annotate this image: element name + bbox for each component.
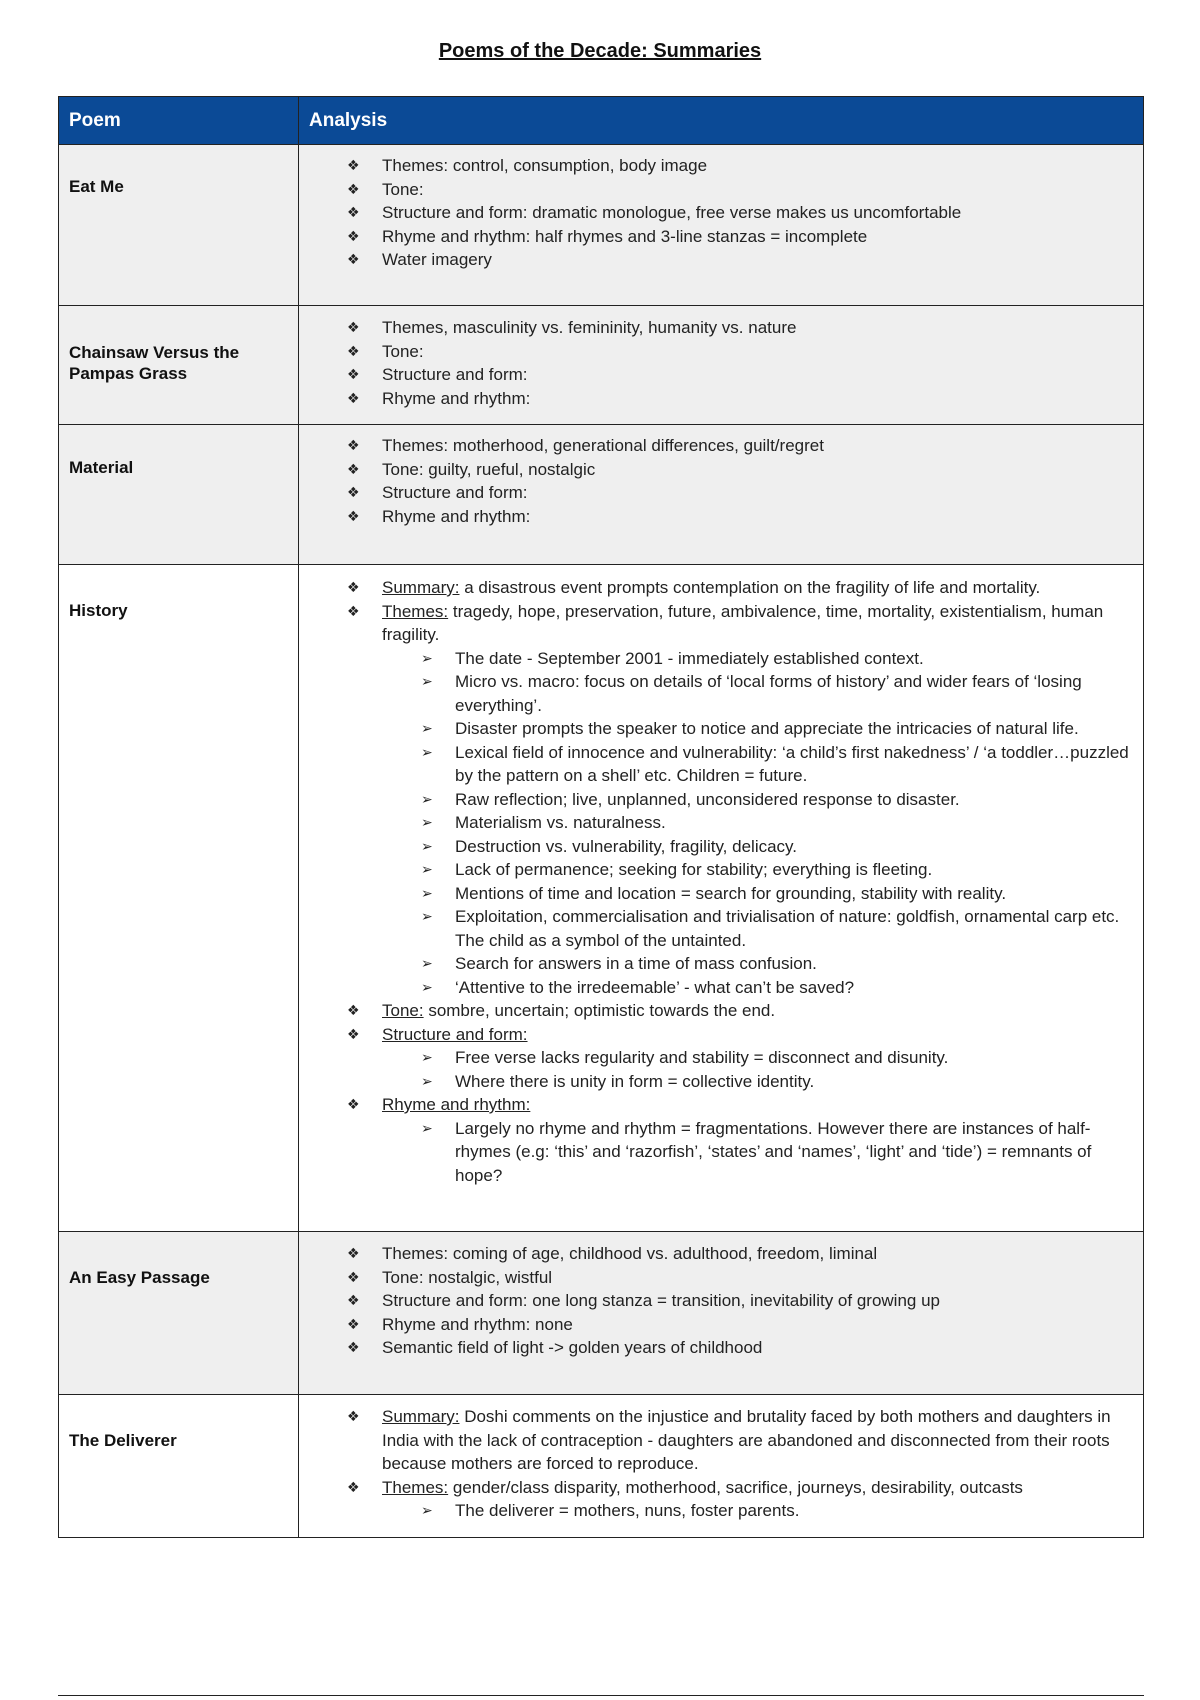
poem-cell [59,565,299,1232]
list-item: ❖ Rhyme and rhythm: half rhymes and 3-line stanzas = incomplete [382,225,1133,249]
list-item [382,600,1133,1000]
summary-label: Summary: [382,578,460,597]
poem-title-line: Chainsaw Versus the [69,343,240,362]
poem-cell [59,425,299,565]
themes-label: Themes: [382,1477,449,1497]
sub-list-item: ➢ Search for answers in a time of mass confusion. [455,952,1133,976]
list-item: ❖ Structure and form: [382,481,1133,505]
summary-text: a disastrous event prompts contemplation on the fragility of life and mortality. [459,578,1041,597]
sub-list-item: ➢ Raw reflection; live, unplanned, unconsidered response to disaster. [455,788,1133,812]
list-item: ❖ Rhyme and rhythm: none [382,1313,1133,1337]
analysis-cell [299,565,1144,1232]
list-item: ❖ Themes: coming of age, childhood vs. adulthood, freedom, liminal [382,1242,1133,1266]
list-item: ❖ Themes: motherhood, generational differences, guilt/regret [382,434,1133,458]
sub-bullet-list [382,1499,1133,1523]
analysis-cell [299,1232,1144,1395]
sub-list-item: ➢ Destruction vs. vulnerability, fragility, delicacy. [455,835,1133,859]
document-title: Poems of the Decade: Summaries [438,40,762,62]
table-row [59,565,1144,1232]
list-item [382,1093,1133,1187]
summary-label: Summary: [382,1407,460,1426]
list-item: ❖ Semantic field of light -> golden years of childhood [382,1336,1133,1360]
sub-list-item: ➢ The deliverer = mothers, nuns, foster parents. [455,1499,1133,1523]
table-row [59,1395,1144,1538]
bullet-list [299,434,1133,528]
list-item [382,576,1133,600]
tone-label: Tone: [382,1001,424,1020]
list-item: ❖ Structure and form: dramatic monologue, free verse makes us uncomfortable [382,201,1133,225]
list-item: ❖ Tone: guilty, rueful, nostalgic [382,458,1133,482]
themes-text: gender/class disparity, motherhood, sacrifice, journeys, desirability, outcasts [448,1477,1023,1497]
list-item: ❖ Themes, masculinity vs. femininity, humanity vs. nature [382,316,1133,340]
sub-list-item: ➢ Where there is unity in form = collective identity. [455,1070,1133,1094]
list-item: ❖ Structure and form: [382,363,1133,387]
bullet-list [299,1405,1133,1523]
sub-list-item: ➢ The date - September 2001 - immediately established context. [455,647,1133,671]
sub-list-item: ➢ Exploitation, commercialisation and trivialisation of nature: goldfish, ornamental carp etc. The child as a symbol of the untainted. [455,905,1133,952]
list-item: ❖ Water imagery [382,248,1133,272]
analysis-cell [299,145,1144,306]
list-item: ❖ Tone: nostalgic, wistful [382,1266,1133,1290]
poem-cell [59,1232,299,1395]
table-row [59,1232,1144,1395]
sub-list-item: ➢ Materialism vs. naturalness. [455,811,1133,835]
themes-label: Themes: [382,601,449,621]
table-row [59,425,1144,565]
bullet-list [299,316,1133,410]
bullet-list [299,1242,1133,1360]
poem-title: History [69,601,128,620]
summary-text: Doshi comments on the injustice and brutality faced by both mothers and daughters in India with the lack of contraception - daughters are abandoned and disconnected from their roots because mothers are forced to reproduce. [382,1407,1111,1473]
analysis-column-header: Analysis [299,97,1144,145]
tone-text: sombre, uncertain; optimistic towards the end. [423,1001,776,1020]
poem-cell [59,306,299,425]
list-item [382,999,1133,1023]
footer-divider [58,1695,1144,1696]
sub-bullet-list [382,647,1133,1000]
sub-list-item: ➢ Largely no rhyme and rhythm = fragmentations. However there are instances of half-rhymes (e.g: ‘this’ and ‘razorfish’, ‘states’ and ‘names’, ‘light’ and ‘tide’) = remnants of hope? [455,1117,1133,1188]
themes-text: tragedy, hope, preservation, future, ambivalence, time, mortality, existentialism, human fragility. [382,601,1104,644]
list-item: ❖ Tone: [382,340,1133,364]
list-item: ❖ Rhyme and rhythm: [382,505,1133,529]
sub-list-item: ➢ Lexical field of innocence and vulnerability: ‘a child’s first nakedness’ / ‘a toddler…puzzled by the pattern on a shell’ etc. Children = future. [455,741,1133,788]
sub-list-item: ➢ Free verse lacks regularity and stability = disconnect and disunity. [455,1046,1133,1070]
list-item: ❖ Tone: [382,178,1133,202]
list-item [382,1023,1133,1094]
list-item: ❖ Structure and form: one long stanza = transition, inevitability of growing up [382,1289,1133,1313]
table-row [59,306,1144,425]
bullet-list [299,576,1133,1187]
poem-title: An Easy Passage [69,1268,210,1287]
poem-title-line: Pampas Grass [69,364,188,383]
analysis-cell [299,425,1144,565]
structure-label: Structure and form: [382,1024,528,1044]
list-item [382,1405,1133,1476]
bullet-list [299,154,1133,272]
summary-table [58,96,1144,1538]
poem-title: Eat Me [69,177,124,196]
poem-title [69,306,288,384]
sub-list-item: ➢ Mentions of time and location = search for grounding, stability with reality. [455,882,1133,906]
poem-cell [59,145,299,306]
sub-bullet-list [382,1046,1133,1093]
table-header-row [59,97,1144,145]
analysis-cell [299,306,1144,425]
sub-list-item: ➢ Disaster prompts the speaker to notice and appreciate the intricacies of natural life. [455,717,1133,741]
rhyme-label: Rhyme and rhythm: [382,1095,531,1114]
sub-list-item: ➢ Micro vs. macro: focus on details of ‘local forms of history’ and wider fears of ‘losing everything’. [455,670,1133,717]
sub-list-item: ➢ ‘Attentive to the irredeemable’ - what can’t be saved? [455,976,1133,1000]
list-item: ❖ Rhyme and rhythm: [382,387,1133,411]
poem-cell [59,1395,299,1538]
poem-column-header: Poem [59,97,299,145]
table-row [59,145,1144,306]
list-item [382,1476,1133,1523]
poem-title: Material [69,458,134,477]
sub-bullet-list [382,1117,1133,1188]
sub-list-item: ➢ Lack of permanence; seeking for stability; everything is fleeting. [455,858,1133,882]
list-item: ❖ Themes: control, consumption, body image [382,154,1133,178]
poem-title: The Deliverer [69,1431,177,1450]
analysis-cell [299,1395,1144,1538]
